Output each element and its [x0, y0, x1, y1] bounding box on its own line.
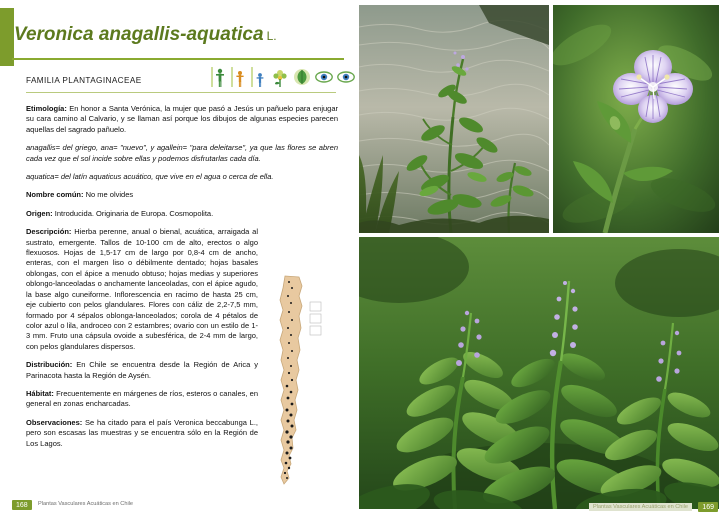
section-text: En honor a Santa Verónica, la mujer que pasó a Jesús un pañuelo para enjugar su cara camino al Calvario, y se llaman así porque los dibujos de algunas especies parecen aquellas del sagrado pañuelo. [26, 104, 338, 134]
section-text: anagallis= del griego, ana= "nuevo", y agallein= "para deleitarse", ya que las flores se abren cada vez que el sol incide sobre ellas y podemos disfrutarlas cada día. [26, 143, 338, 163]
person-height-icon [230, 65, 248, 89]
paragraph-aquatica [26, 172, 338, 182]
habitat-photo [358, 4, 550, 234]
flower-closeup-photo [552, 4, 720, 234]
divider [26, 92, 336, 93]
eye-icon [336, 65, 356, 89]
person-height-icon [250, 65, 268, 89]
section-label: Origen: [26, 208, 53, 218]
page-number: 169 [698, 502, 718, 512]
paragraph-anagallis [26, 143, 338, 164]
section-text: Introducida. Originaria de Europa. Cosmopolita. [52, 208, 214, 218]
page-number: 168 [12, 500, 32, 510]
section-label: Nombre común: [26, 190, 84, 200]
section-text: No me olvides [83, 190, 134, 200]
section-text: Frecuentemente en márgenes de ríos, esteros o canales, en general en zonas encharcadas. [26, 388, 258, 409]
paragraph-distribucion [26, 360, 258, 381]
distribution-map [258, 272, 338, 492]
section-label: Descripción: [26, 227, 72, 237]
section-label: Distribución: [26, 360, 73, 370]
page-title [14, 24, 277, 46]
attribute-icon-strip [210, 64, 338, 90]
footer-caption: Plantas Vasculares Acuáticas en Chile [589, 503, 692, 511]
family-label: FAMILIA PLANTAGINACEAE [26, 76, 142, 85]
section-label: Etimología: [26, 104, 67, 113]
left-page [0, 0, 356, 520]
section-text: Se ha citado para el país Veronica beccabunga L., pero son escasas las muestras y se encuentra sólo en la Región de Los Lagos. [26, 417, 258, 448]
scientific-name-text: Veronica anagallis-aquatica [14, 24, 264, 45]
paragraph-nombre-comun [26, 190, 338, 200]
person-height-icon [210, 65, 228, 89]
eye-icon [314, 65, 334, 89]
paragraph-habitat [26, 389, 258, 410]
right-page [356, 0, 720, 520]
paragraph-descripcion [26, 227, 258, 352]
section-label: Observaciones: [26, 417, 83, 427]
plant-foliage-photo [358, 236, 720, 510]
flower-icon [270, 65, 290, 89]
footer-left [12, 500, 344, 512]
paragraph-origen [26, 209, 338, 219]
section-text: Hierba perenne, anual o bienal, acuática, arraigada al sustrato, emergente. Tallos de 10-100 cm de alto, erectos o algo flexuosos. Hojas de 1,5-17 cm de largo por 0,8-4 cm de ancho, enteras, con el margen liso o débilmente dentado; hojas basales oblongas, con el ápice a menudo obtuso; hojas medias y superiores oblongo-lanceoladas o anchamente lanceoladas, con el ápice agudo, la base algo cuneiforme. Inflorescencia en racimo de hasta 25 cm, eje cubierto con pelos glandulares. Flores con cáliz de 2,2-7,5 mm, formado por 4 sépalos oblonga-lanceolados; corola de 4 pétalos de color azul o lila, androceo con 2 estambres; ovario con un estilo de 1-3 mm. Fruto una cápsula ovoide a subesférica, de 2-4 mm de largo, con pelos glandulares dispersos. [26, 227, 258, 351]
footer-caption: Plantas Vasculares Acuáticas en Chile [38, 501, 134, 507]
section-label: Hábitat: [26, 388, 54, 398]
section-text: En Chile se encuentra desde la Región de Arica y Parinacota hasta la Región de Aysén. [26, 360, 258, 380]
section-text: aquatica= del latín aquaticus acuático, que vive en el agua o cerca de ella. [26, 172, 274, 182]
paragraph-etimologia [26, 104, 338, 135]
author-abbrev: L. [266, 29, 277, 43]
footer-right [358, 502, 718, 514]
leaf-icon [292, 65, 312, 89]
paragraph-observaciones [26, 418, 258, 449]
